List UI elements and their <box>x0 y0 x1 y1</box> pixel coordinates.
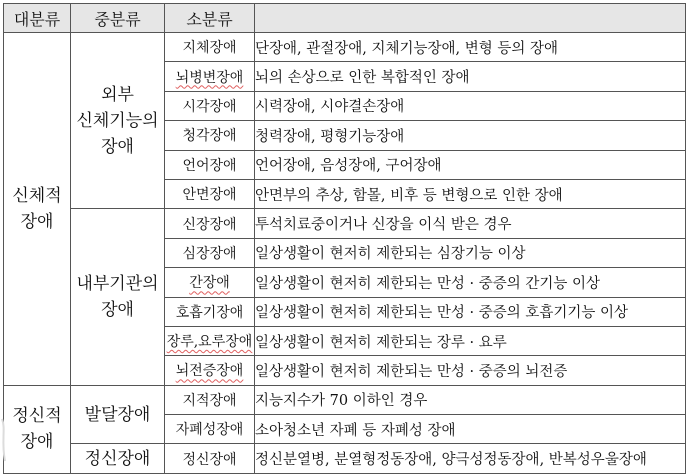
table-row <box>4 444 686 473</box>
disability-classification-table <box>3 3 686 474</box>
sub-category-cell: 지체장애 <box>165 33 255 62</box>
sub-category-cell <box>165 268 255 297</box>
sub-category-cell: 자폐성장애 <box>165 415 255 444</box>
table-row <box>4 209 686 238</box>
major-category-mental <box>4 385 71 473</box>
description-cell: 투석치료중이거나 신장을 이식 받은 경우 <box>255 209 686 238</box>
mid-category-psychiatric: 정신장애 <box>71 444 165 473</box>
major-label-line: 신체적 <box>12 185 62 206</box>
mid-label-line: 장애 <box>101 136 134 157</box>
description-cell: 일상생활이 현저히 제한되는 만성 · 중증의 뇌전증 <box>255 356 686 385</box>
header-sub-category: 소분류 <box>165 4 255 33</box>
description-cell: 단장애, 관절장애, 지체기능장애, 변형 등의 장애 <box>255 33 686 62</box>
major-category-physical <box>4 33 71 386</box>
sub-category-label: 뇌병변장애 <box>175 69 244 86</box>
sub-category-cell: 지적장애 <box>165 385 255 414</box>
sub-category-label: 장루,요루장애 <box>166 334 253 351</box>
description-cell: 안면부의 추상, 함몰, 비후 등 변형으로 인한 장애 <box>255 179 686 208</box>
description-cell: 일상생활이 현저히 제한되는 장루 · 요루 <box>255 326 686 355</box>
description-cell: 일상생활이 현저히 제한되는 만성 · 중증의 간기능 이상 <box>255 268 686 297</box>
description-cell: 지능지수가 70 이하인 경우 <box>255 385 686 414</box>
description-cell: 일상생활이 현저히 제한되는 심장기능 이상 <box>255 238 686 267</box>
sub-category-cell: 시각장애 <box>165 91 255 120</box>
mid-label-line: 장애 <box>101 300 134 321</box>
header-description <box>255 4 686 33</box>
description-cell: 시력장애, 시야결손장애 <box>255 91 686 120</box>
sub-category-cell: 신장장애 <box>165 209 255 238</box>
description-cell: 정신분열병, 분열형정동장애, 양극성정동장애, 반복성우울장애 <box>255 444 686 473</box>
sub-category-label: 간장애 <box>189 275 230 292</box>
major-label-line: 장애 <box>20 432 54 453</box>
sub-category-cell: 심장장애 <box>165 238 255 267</box>
sub-category-cell: 호흡기장애 <box>165 297 255 326</box>
mid-category-internal <box>71 209 165 385</box>
sub-category-cell: 정신장애 <box>165 444 255 473</box>
header-mid-category: 중분류 <box>71 4 165 33</box>
sub-category-cell: 안면장애 <box>165 179 255 208</box>
mid-label-line: 내부기관의 <box>76 274 159 295</box>
mid-label-line: 외부 <box>101 84 134 105</box>
description-cell: 청력장애, 평형기능장애 <box>255 121 686 150</box>
header-major-category: 대분류 <box>4 4 71 33</box>
table-row <box>4 33 686 62</box>
mid-category-external <box>71 33 165 209</box>
sub-category-cell: 언어장애 <box>165 150 255 179</box>
sub-category-cell <box>165 356 255 385</box>
description-cell: 언어장애, 음성장애, 구어장애 <box>255 150 686 179</box>
major-label-line: 정신적 <box>12 406 62 427</box>
major-label-line: 장애 <box>20 211 54 232</box>
corner-watermark-mark <box>0 415 8 465</box>
sub-category-label: 뇌전증장애 <box>175 363 244 380</box>
mid-category-developmental: 발달장애 <box>71 385 165 444</box>
description-cell: 일상생활이 현저히 제한되는 만성 · 중증의 호흡기기능 이상 <box>255 297 686 326</box>
sub-category-cell: 청각장애 <box>165 121 255 150</box>
header-row <box>4 4 686 33</box>
description-cell: 소아청소년 자폐 등 자폐성 장애 <box>255 415 686 444</box>
description-cell: 뇌의 손상으로 인한 복합적인 장애 <box>255 62 686 91</box>
mid-label-line: 신체기능의 <box>76 110 159 131</box>
table-row <box>4 385 686 414</box>
sub-category-cell <box>165 326 255 355</box>
sub-category-cell <box>165 62 255 91</box>
